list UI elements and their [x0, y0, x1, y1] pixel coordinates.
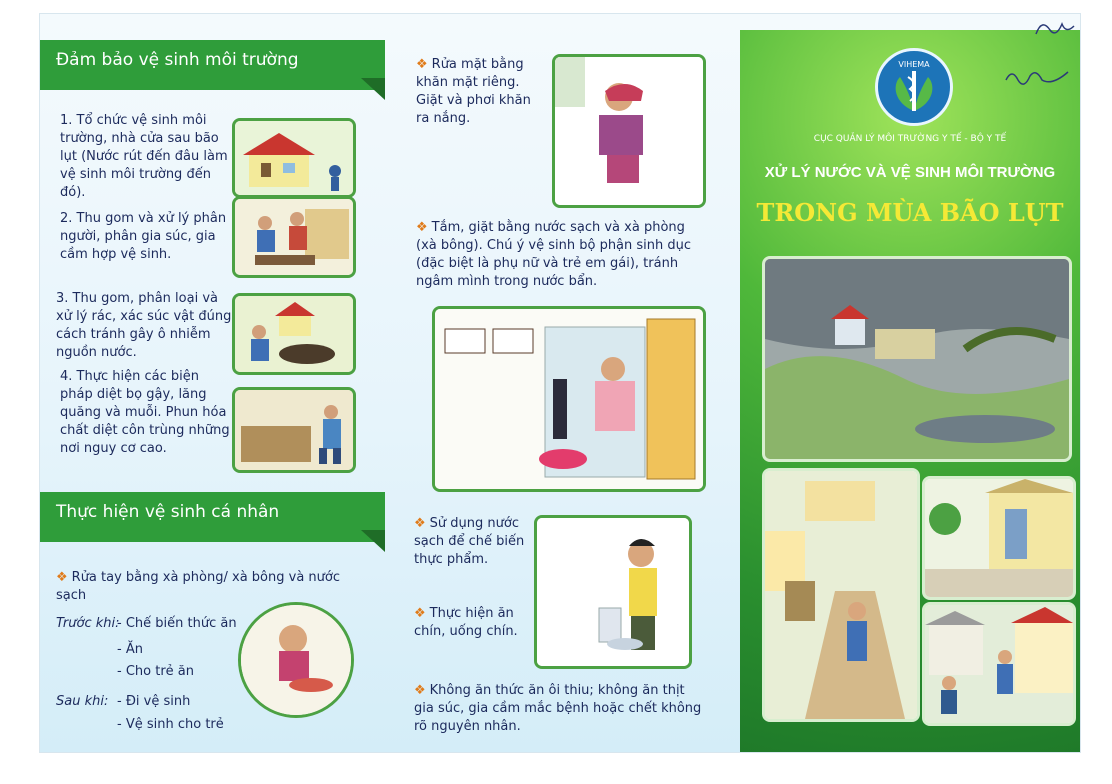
env-item-4: 4. Thực hiện các biện pháp diệt bọ gậy, lăng quăng và muỗi. Phun hóa chất diệt côn trùng những nơi nguy cơ cao.	[60, 369, 230, 456]
no-spoiled-label: Không ăn thức ăn ôi thiu; không ăn thịt gia súc, gia cầm mắc bệnh hoặc chết không rõ nguyên nhân.	[414, 683, 702, 734]
picture-house-repair	[922, 602, 1076, 726]
bullet-icon: ❖	[416, 57, 428, 72]
handwritten-signature	[1002, 62, 1074, 92]
after-item-1: - Đi vệ sinh	[117, 694, 191, 709]
bath-text	[416, 219, 701, 291]
bullet-icon: ❖	[56, 570, 68, 585]
organization-name: CỤC QUẢN LÝ MÔI TRƯỜNG Y TẾ - BỘ Y TẾ	[813, 134, 1007, 144]
section-banner-personal-hygiene	[40, 492, 385, 542]
vihema-logo-icon	[875, 48, 953, 126]
env-item-1: 1. Tổ chức vệ sinh môi trường, nhà cửa sau bão lụt (Nước rút đến đâu làm vệ sinh môi trường đến đó).	[60, 113, 228, 200]
section-title: Đảm bảo vệ sinh môi trường	[56, 50, 299, 70]
no-spoiled-text	[414, 682, 704, 736]
picture-house-cleanup	[232, 118, 356, 198]
handwash-label: Rửa tay bằng xà phòng/ xà bông và nước sạch	[56, 570, 340, 603]
after-label: Sau khi:	[56, 694, 109, 709]
cover-title-line1: XỬ LÝ NƯỚC VÀ VỆ SINH MÔI TRƯỜNG	[764, 164, 1056, 181]
before-item-1: - Chế biến thức ăn	[117, 616, 237, 631]
section-banner-environment	[40, 40, 385, 90]
before-label: Trước khi:	[56, 616, 120, 631]
bullet-icon: ❖	[414, 606, 426, 621]
env-item-3: 3. Thu gom, phân loại và xử lý rác, xác súc vật đúng cách tránh gây ô nhiễm nguồn nước.	[56, 291, 232, 360]
eat-label: Thực hiện ăn chín, uống chín.	[414, 606, 518, 639]
cook-text	[414, 515, 526, 569]
logo-text: VIHEMA	[898, 60, 930, 69]
handwritten-mark-top	[1030, 14, 1090, 44]
section-title: Thực hiện vệ sinh cá nhân	[56, 502, 280, 522]
eat-text	[414, 605, 526, 641]
bullet-icon: ❖	[414, 516, 426, 531]
before-item-2: - Ăn	[117, 642, 143, 657]
banner-fold	[361, 530, 385, 552]
banner-fold	[361, 78, 385, 100]
towel-label: Rửa mặt bằng khăn mặt riêng. Giặt và phơi khăn ra nắng.	[416, 57, 531, 126]
picture-waste-collection	[232, 196, 356, 278]
before-item-3: - Cho trẻ ăn	[117, 664, 195, 679]
picture-house-disinfection	[922, 476, 1076, 600]
bullet-icon: ❖	[414, 683, 426, 698]
picture-bathing-laundry	[432, 306, 706, 492]
picture-face-washing	[552, 54, 706, 208]
bath-label: Tắm, giặt bằng nước sạch và xà phòng (xà bông). Chú ý vệ sinh bộ phận sinh dục (đặc biệt là phụ nữ và trẻ em gái), tránh ngâm mình trong nước bẩn.	[416, 220, 692, 289]
picture-handwashing-child	[238, 602, 354, 718]
cover-title-line2: TRONG MÙA BÃO LỤT	[756, 198, 1064, 227]
bullet-icon: ❖	[416, 220, 428, 235]
cover-panel	[740, 30, 1080, 752]
env-item-2: 2. Thu gom và xử lý phân người, phân gia súc, gia cầm hợp vệ sinh.	[60, 211, 227, 262]
handwash-text	[56, 569, 366, 605]
picture-trash-sorting	[232, 293, 356, 375]
cook-label: Sử dụng nước sạch để chế biến thực phẩm.	[414, 516, 525, 567]
after-item-2: - Vệ sinh cho trẻ	[117, 717, 224, 732]
towel-text	[416, 56, 546, 128]
picture-storm-village	[762, 256, 1072, 462]
picture-village-cleanup	[762, 468, 920, 722]
picture-mosquito-control	[232, 387, 356, 473]
picture-cooking-clean-water	[534, 515, 692, 669]
